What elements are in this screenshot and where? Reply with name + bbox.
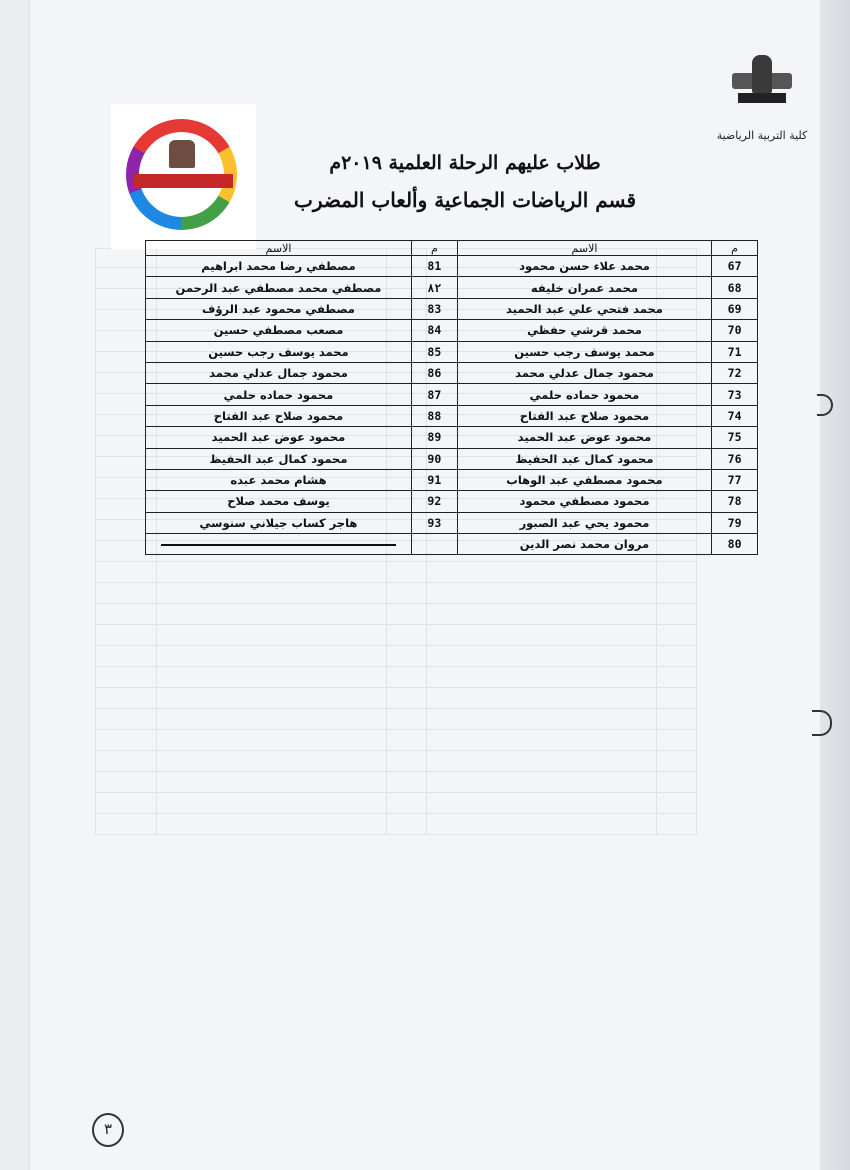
table-header-row	[146, 241, 758, 256]
student-name-1: محمود عوض عبد الحميد	[457, 427, 711, 448]
row-number-1: 79	[712, 512, 758, 533]
student-name-1: محمود جمال عدلي محمد	[457, 362, 711, 383]
student-name-2: مصطفي رضا محمد ابراهيم	[146, 256, 412, 277]
student-name-1: محمود كمال عبد الحفيظ	[457, 448, 711, 469]
students-table	[145, 240, 758, 555]
title-line-1: طلاب عليهم الرحلة العلمية ٢٠١٩م	[329, 152, 601, 174]
student-name-1: محمد يوسف رجب حسين	[457, 341, 711, 362]
row-number-2	[411, 534, 457, 555]
logo-figure-icon	[169, 140, 195, 168]
student-name-2: محمود صلاح عبد الفتاح	[146, 405, 412, 426]
table-row	[146, 469, 758, 490]
student-name-2	[146, 534, 412, 555]
table-row	[146, 362, 758, 383]
row-number-2: 87	[411, 384, 457, 405]
student-name-1: محمد فتحي علي عبد الحميد	[457, 298, 711, 319]
row-number-1: 67	[712, 256, 758, 277]
header-num-1: م	[712, 241, 758, 256]
header-name-2: الاسم	[146, 241, 412, 256]
student-name-1: محمود حماده حلمي	[457, 384, 711, 405]
student-name-2: محمود عوض عبد الحميد	[146, 427, 412, 448]
row-number-1: 69	[712, 298, 758, 319]
student-name-2: محمود حماده حلمي	[146, 384, 412, 405]
row-number-1: 75	[712, 427, 758, 448]
logo-label	[133, 174, 233, 188]
student-name-1: محمود مصطفي محمود	[457, 491, 711, 512]
document-titles	[255, 148, 675, 212]
row-number-1: 71	[712, 341, 758, 362]
student-name-1: محمد علاء حسن محمود	[457, 256, 711, 277]
row-number-2: 84	[411, 320, 457, 341]
row-number-2: 88	[411, 405, 457, 426]
portal-logo	[111, 104, 256, 249]
row-number-1: 80	[712, 534, 758, 555]
row-number-2: 85	[411, 341, 457, 362]
student-name-2: يوسف محمد صلاح	[146, 491, 412, 512]
table-row	[146, 427, 758, 448]
table-row	[146, 384, 758, 405]
student-name-2: مصعب مصطفي حسين	[146, 320, 412, 341]
row-number-2: 83	[411, 298, 457, 319]
page-number: ٣	[92, 1113, 124, 1147]
student-name-1: محمد عمران خليفه	[457, 277, 711, 298]
row-number-1: 74	[712, 405, 758, 426]
row-number-2: 90	[411, 448, 457, 469]
student-name-1: مروان محمد نصر الدين	[457, 534, 711, 555]
table-row	[146, 256, 758, 277]
row-number-1: 72	[712, 362, 758, 383]
header-name-1: الاسم	[457, 241, 711, 256]
student-name-2: محمود جمال عدلي محمد	[146, 362, 412, 383]
student-name-2: هشام محمد عبده	[146, 469, 412, 490]
row-number-1: 77	[712, 469, 758, 490]
row-number-1: 68	[712, 277, 758, 298]
blank-line	[161, 544, 396, 546]
row-number-1: 78	[712, 491, 758, 512]
student-name-1: محمود يحي عبد الصبور	[457, 512, 711, 533]
student-name-1: محمود صلاح عبد الفتاح	[457, 405, 711, 426]
row-number-2: 86	[411, 362, 457, 383]
student-name-1: محمد قرشي حفظي	[457, 320, 711, 341]
row-number-2: 91	[411, 469, 457, 490]
header-num-2: م	[411, 241, 457, 256]
page-edge	[820, 0, 850, 1170]
row-number-2: ٨٢	[411, 277, 457, 298]
table-row	[146, 491, 758, 512]
table-row	[146, 277, 758, 298]
student-name-2: مصطفي محمود عبد الرؤف	[146, 298, 412, 319]
table-row	[146, 534, 758, 555]
student-name-2: مصطفي محمد مصطفي عبد الرحمن	[146, 277, 412, 298]
row-number-2: 92	[411, 491, 457, 512]
student-name-2: محمود كمال عبد الحفيظ	[146, 448, 412, 469]
row-number-1: 76	[712, 448, 758, 469]
student-name-2: محمد يوسف رجب حسين	[146, 341, 412, 362]
row-number-2: 93	[411, 512, 457, 533]
table-row	[146, 341, 758, 362]
row-number-1: 73	[712, 384, 758, 405]
title-line-2: قسم الرياضات الجماعية وألعاب المضرب	[293, 188, 637, 212]
table-row	[146, 405, 758, 426]
student-name-1: محمود مصطفي عبد الوهاب	[457, 469, 711, 490]
university-emblem-icon	[730, 55, 794, 103]
row-number-2: 81	[411, 256, 457, 277]
student-name-2: هاجر كساب جيلاني سنوسي	[146, 512, 412, 533]
row-number-2: 89	[411, 427, 457, 448]
table-row	[146, 320, 758, 341]
table-row	[146, 512, 758, 533]
faculty-name: كلية التربية الرياضية	[716, 129, 808, 142]
faculty-header	[712, 55, 812, 142]
row-number-1: 70	[712, 320, 758, 341]
table-row	[146, 448, 758, 469]
table-row	[146, 298, 758, 319]
